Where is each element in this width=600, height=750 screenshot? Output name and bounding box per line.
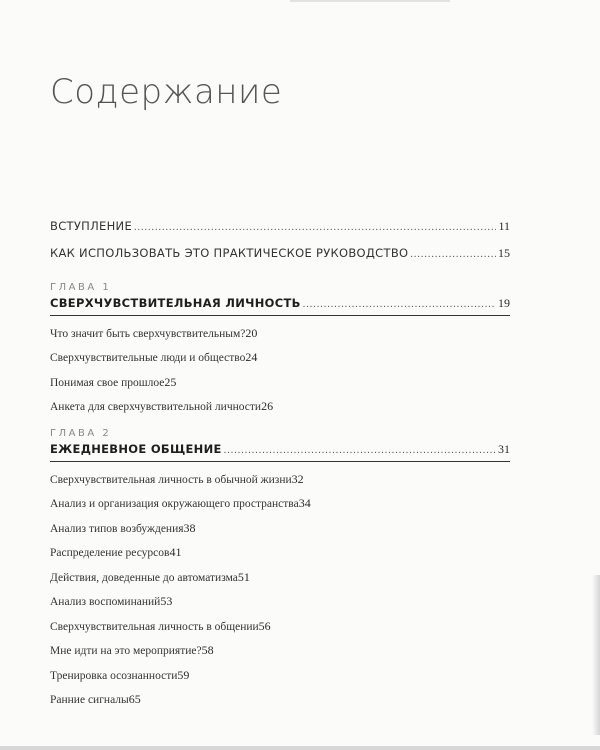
- toc-entry[interactable]: [50, 683, 510, 708]
- toc-entry-label: Тренировка осознанности: [50, 669, 178, 682]
- toc-entry-label: Анализ воспоминаний: [50, 596, 161, 608]
- toc-entry-page: 59: [177, 667, 190, 682]
- toc-entry-page: 53: [160, 594, 173, 608]
- dot-leader: [410, 249, 496, 260]
- toc-entry-page: 32: [291, 471, 304, 486]
- toc-entry-label: Анкета для сверхчувствительной личности: [50, 401, 262, 413]
- dot-leader: [303, 299, 496, 310]
- toc-entry-page: 65: [128, 692, 141, 706]
- toc-entry-page: 34: [298, 496, 311, 510]
- chapter-title: ЕЖЕДНЕВНОЕ ОБЩЕНИЕ: [50, 442, 222, 456]
- toc-entry-label: Анализ и организация окружающего пространства: [50, 498, 299, 510]
- dot-leader: [134, 222, 496, 233]
- dot-leader: [224, 445, 496, 456]
- toc-entry-label: Мне идти на это мероприятие?: [50, 645, 202, 657]
- toc-entry-label: Сверхчувствительные люди и общество: [50, 352, 246, 364]
- scan-edge-right: [592, 575, 600, 735]
- toc-entry-page: 58: [201, 643, 214, 657]
- toc-entry-label: ВСТУПЛЕНИЕ: [50, 219, 133, 233]
- toc-entry-page: 41: [169, 545, 182, 559]
- toc-entry[interactable]: [50, 585, 510, 610]
- toc-entry-label: Что значит быть сверхчувствительным?: [50, 327, 246, 340]
- chapter-1-heading[interactable]: [50, 296, 510, 316]
- toc-entry[interactable]: [50, 462, 510, 487]
- toc-entry-page: 38: [183, 520, 196, 535]
- toc-entry-page: 24: [245, 350, 258, 364]
- toc-entry[interactable]: [50, 316, 510, 341]
- chapter-page: 19: [498, 296, 510, 310]
- scan-edge-bottom: [0, 746, 600, 750]
- toc-entry[interactable]: [50, 341, 510, 366]
- chapter-title: СВЕРХЧУВСТВИТЕЛЬНАЯ ЛИЧНОСТЬ: [50, 296, 301, 310]
- toc-entry-page: 25: [164, 374, 177, 389]
- toc-entry-label: Ранние сигналы: [50, 694, 129, 706]
- toc-entry-page: 11: [498, 219, 510, 233]
- chapter-label: ГЛАВА 1: [50, 282, 112, 293]
- toc-entry-introduction[interactable]: [50, 219, 510, 241]
- toc-entry[interactable]: [50, 511, 510, 536]
- toc-entry-page: 51: [237, 569, 250, 584]
- table-of-contents: [50, 219, 510, 707]
- toc-entry[interactable]: [50, 365, 510, 390]
- toc-entry[interactable]: [50, 487, 510, 512]
- toc-entry-label: Распределение ресурсов: [50, 547, 170, 559]
- toc-entry-label: Сверхчувствительная личность в общении: [50, 620, 259, 633]
- toc-entry[interactable]: [50, 634, 510, 659]
- scan-edge-top: [290, 0, 450, 2]
- toc-entry-page: 20: [245, 325, 258, 340]
- toc-entry-page: 26: [261, 399, 274, 413]
- toc-entry-page: 15: [498, 246, 510, 260]
- toc-entry[interactable]: [50, 609, 510, 634]
- toc-entry[interactable]: [50, 390, 510, 415]
- toc-entry[interactable]: [50, 536, 510, 561]
- toc-entry[interactable]: [50, 658, 510, 683]
- toc-entry-label: Анализ типов возбуждения: [50, 522, 184, 535]
- toc-entry[interactable]: [50, 560, 510, 585]
- toc-entry-label: Понимая свое прошлое: [50, 376, 165, 389]
- chapter-label: ГЛАВА 2: [50, 428, 112, 439]
- toc-entry-label: КАК ИСПОЛЬЗОВАТЬ ЭТО ПРАКТИЧЕСКОЕ РУКОВОДСТВО: [50, 246, 409, 260]
- toc-entry-label: Сверхчувствительная личность в обычной жизни: [50, 473, 292, 486]
- toc-entry-how-to-use[interactable]: [50, 246, 510, 268]
- chapter-page: 31: [498, 442, 510, 456]
- toc-entry-label: Действия, доведенные до автоматизма: [50, 571, 238, 584]
- chapter-2-heading[interactable]: [50, 442, 510, 462]
- page-title: Содержание: [50, 72, 283, 112]
- toc-entry-page: 56: [258, 618, 271, 633]
